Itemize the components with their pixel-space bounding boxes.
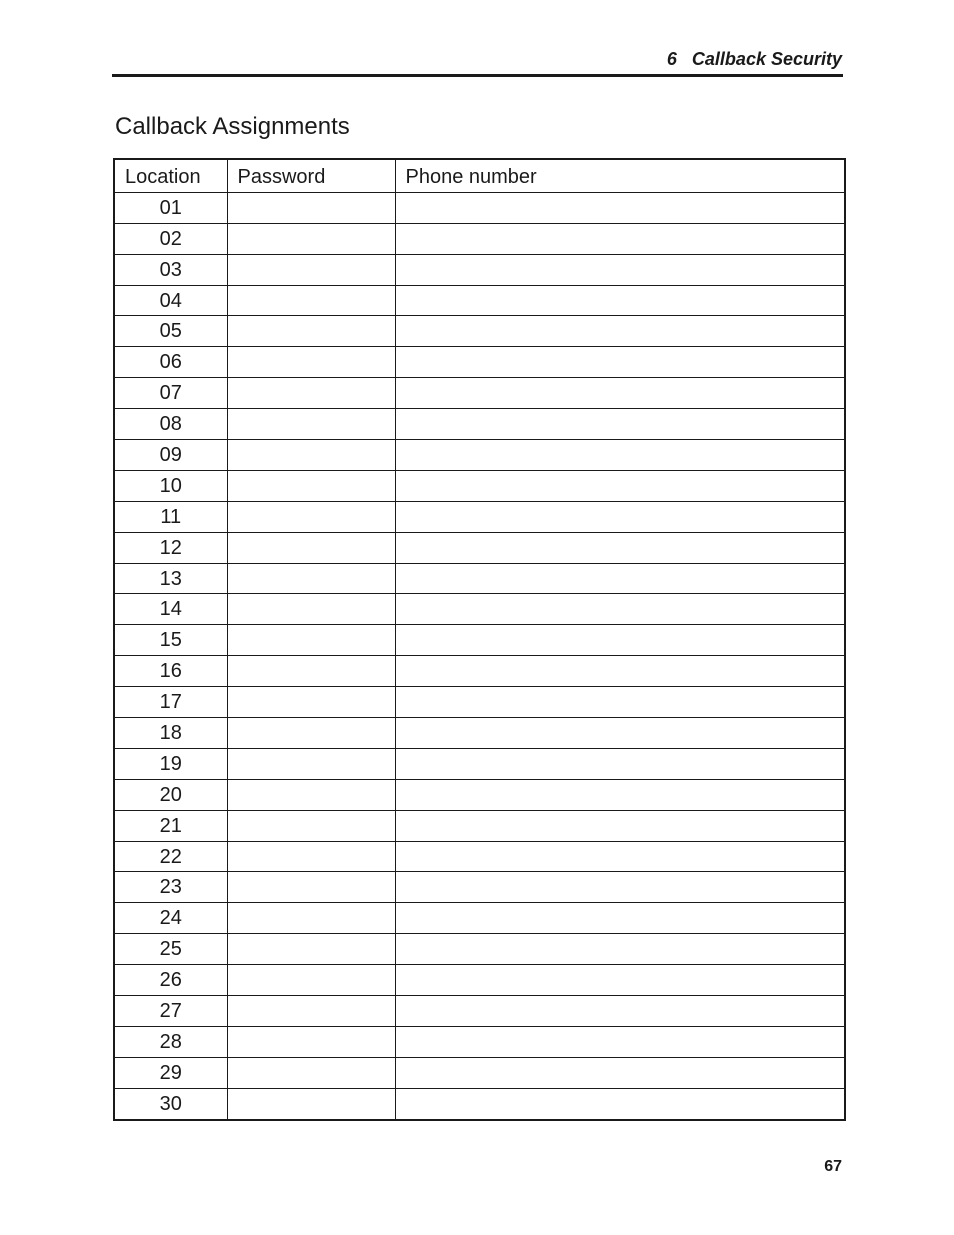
phone-number-cell (395, 563, 845, 594)
phone-number-cell (395, 872, 845, 903)
phone-number-cell (395, 718, 845, 749)
page-number: 67 (824, 1158, 842, 1175)
password-cell (227, 594, 395, 625)
password-cell (227, 532, 395, 563)
table-row (114, 965, 845, 996)
phone-number-cell (395, 378, 845, 409)
password-cell (227, 841, 395, 872)
password-cell (227, 687, 395, 718)
password-cell (227, 347, 395, 378)
location-cell: 02 (114, 223, 227, 254)
table-row (114, 440, 845, 471)
password-cell (227, 440, 395, 471)
password-cell (227, 378, 395, 409)
location-cell: 16 (114, 656, 227, 687)
password-cell (227, 625, 395, 656)
phone-number-cell (395, 1088, 845, 1119)
location-cell: 06 (114, 347, 227, 378)
location-cell: 27 (114, 996, 227, 1027)
callback-assignments-table (113, 158, 846, 1121)
phone-number-cell (395, 656, 845, 687)
table-row (114, 1088, 845, 1119)
phone-number-cell (395, 440, 845, 471)
password-cell (227, 1026, 395, 1057)
password-cell (227, 192, 395, 223)
location-cell: 12 (114, 532, 227, 563)
password-cell (227, 965, 395, 996)
password-cell (227, 1057, 395, 1088)
table-row (114, 934, 845, 965)
password-cell (227, 779, 395, 810)
location-cell: 15 (114, 625, 227, 656)
phone-number-cell (395, 316, 845, 347)
table-row (114, 903, 845, 934)
column-header-password: Password (227, 159, 395, 192)
table-body (114, 192, 845, 1119)
password-cell (227, 470, 395, 501)
table-row (114, 501, 845, 532)
password-cell (227, 254, 395, 285)
table-row (114, 347, 845, 378)
table-row (114, 594, 845, 625)
password-cell (227, 409, 395, 440)
phone-number-cell (395, 501, 845, 532)
phone-number-cell (395, 934, 845, 965)
password-cell (227, 1088, 395, 1119)
phone-number-cell (395, 409, 845, 440)
table-row (114, 687, 845, 718)
phone-number-cell (395, 1026, 845, 1057)
password-cell (227, 285, 395, 316)
password-cell (227, 563, 395, 594)
column-header-location: Location (114, 159, 227, 192)
location-cell: 23 (114, 872, 227, 903)
table-row (114, 841, 845, 872)
phone-number-cell (395, 532, 845, 563)
password-cell (227, 656, 395, 687)
phone-number-cell (395, 748, 845, 779)
password-cell (227, 872, 395, 903)
phone-number-cell (395, 594, 845, 625)
password-cell (227, 748, 395, 779)
column-header-phone-number: Phone number (395, 159, 845, 192)
table-row (114, 470, 845, 501)
table-row (114, 316, 845, 347)
table-row (114, 1057, 845, 1088)
running-header: 6 Callback Security (666, 49, 842, 69)
header-rule (112, 74, 843, 77)
phone-number-cell (395, 903, 845, 934)
location-cell: 29 (114, 1057, 227, 1088)
password-cell (227, 501, 395, 532)
table-row (114, 872, 845, 903)
location-cell: 25 (114, 934, 227, 965)
table-row (114, 718, 845, 749)
location-cell: 28 (114, 1026, 227, 1057)
password-cell (227, 996, 395, 1027)
section-title: Callback Assignments (115, 113, 350, 140)
location-cell: 07 (114, 378, 227, 409)
phone-number-cell (395, 841, 845, 872)
phone-number-cell (395, 470, 845, 501)
table-row (114, 532, 845, 563)
location-cell: 18 (114, 718, 227, 749)
table-row (114, 223, 845, 254)
location-cell: 20 (114, 779, 227, 810)
location-cell: 03 (114, 254, 227, 285)
phone-number-cell (395, 779, 845, 810)
table-row (114, 996, 845, 1027)
location-cell: 08 (114, 409, 227, 440)
phone-number-cell (395, 192, 845, 223)
table-row (114, 409, 845, 440)
phone-number-cell (395, 1057, 845, 1088)
phone-number-cell (395, 810, 845, 841)
location-cell: 05 (114, 316, 227, 347)
location-cell: 10 (114, 470, 227, 501)
phone-number-cell (395, 254, 845, 285)
table-row (114, 656, 845, 687)
location-cell: 11 (114, 501, 227, 532)
password-cell (227, 903, 395, 934)
location-cell: 22 (114, 841, 227, 872)
location-cell: 21 (114, 810, 227, 841)
location-cell: 14 (114, 594, 227, 625)
location-cell: 04 (114, 285, 227, 316)
phone-number-cell (395, 285, 845, 316)
table-row (114, 563, 845, 594)
location-cell: 30 (114, 1088, 227, 1119)
password-cell (227, 718, 395, 749)
table-row (114, 378, 845, 409)
password-cell (227, 316, 395, 347)
location-cell: 13 (114, 563, 227, 594)
table-header-row (114, 159, 845, 192)
location-cell: 26 (114, 965, 227, 996)
location-cell: 24 (114, 903, 227, 934)
phone-number-cell (395, 965, 845, 996)
table-row (114, 254, 845, 285)
location-cell: 09 (114, 440, 227, 471)
phone-number-cell (395, 687, 845, 718)
phone-number-cell (395, 223, 845, 254)
table-row (114, 1026, 845, 1057)
table-row (114, 192, 845, 223)
password-cell (227, 810, 395, 841)
phone-number-cell (395, 625, 845, 656)
location-cell: 19 (114, 748, 227, 779)
table-row (114, 748, 845, 779)
table-row (114, 779, 845, 810)
location-cell: 17 (114, 687, 227, 718)
phone-number-cell (395, 996, 845, 1027)
password-cell (227, 223, 395, 254)
table-row (114, 285, 845, 316)
location-cell: 01 (114, 192, 227, 223)
phone-number-cell (395, 347, 845, 378)
table-row (114, 625, 845, 656)
table-row (114, 810, 845, 841)
password-cell (227, 934, 395, 965)
